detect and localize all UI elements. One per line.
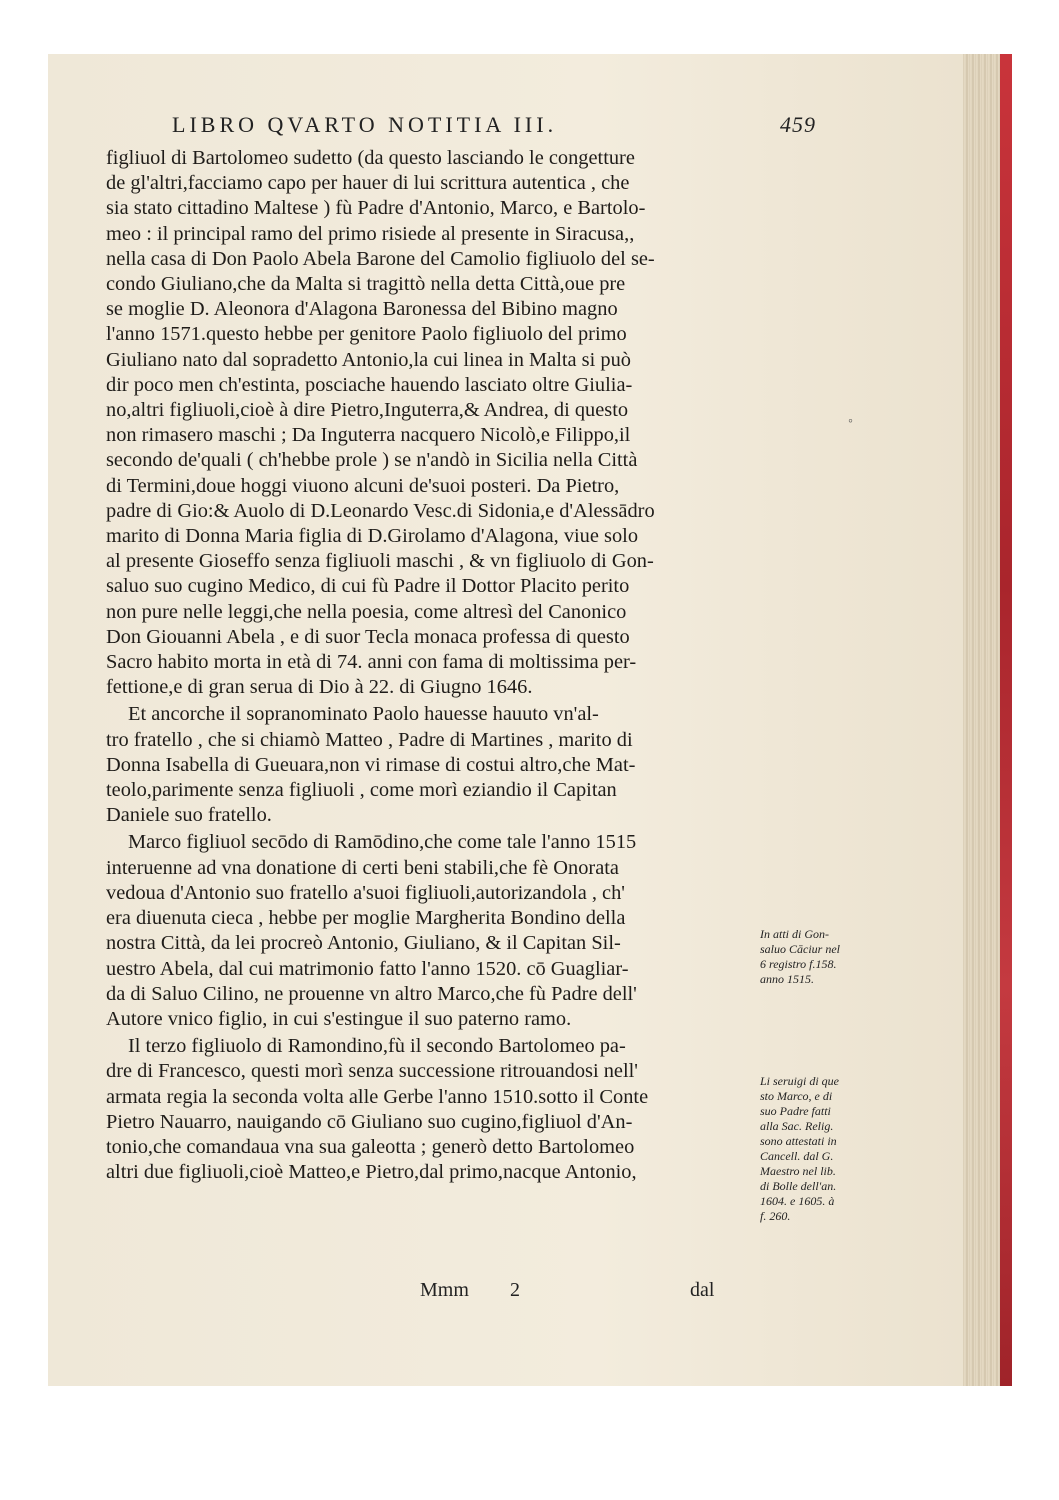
margin-note-line: di Bolle dell'an.	[760, 1179, 837, 1193]
margin-note-line: 1604. e 1605. à	[760, 1194, 835, 1208]
text-line: condo Giuliano,che da Malta si tragittò nella detta Città,oue pre	[106, 273, 626, 296]
text-line: meo : il principal ramo del primo risiede al presente in Siracusa,,	[106, 222, 635, 245]
ink-mark: ◦ঃ	[848, 414, 864, 429]
text-line: se moglie D. Aleonora d'Alagona Baronessa del Bibino magno	[106, 298, 618, 321]
text-line: sia stato cittadino Maltese ) fù Padre d'Antonio, Marco, e Bartolo-	[106, 197, 646, 220]
text-line: altri due figliuoli,cioè Matteo,e Pietro,dal primo,nacque Antonio,	[106, 1161, 637, 1184]
paragraph-4	[106, 1034, 806, 1185]
text-line: da di Saluo Cilino, ne prouenne vn altro Marco,che fù Padre dell'	[106, 982, 637, 1005]
paragraph-2	[106, 702, 806, 828]
text-line: de gl'altri,facciamo capo per hauer di lui scrittura autentica , che	[106, 172, 630, 195]
text-line: Pietro Nauarro, nauigando cō Giuliano suo cugino,figliuol d'An-	[106, 1110, 633, 1133]
text-line: nostra Città, da lei procreò Antonio, Giuliano, & il Capitan Sil-	[106, 932, 621, 955]
text-line: padre di Gio:& Auolo di D.Leonardo Vesc.di Sidonia,e d'Alessādro	[106, 499, 655, 522]
margin-note-line: In atti di Gon-	[760, 927, 829, 941]
text-line: non pure nelle leggi,che nella poesia, come altresì del Canonico	[106, 600, 627, 623]
text-line: figliuol di Bartolomeo sudetto (da questo lasciando le congetture	[106, 147, 635, 169]
signature-number: 2	[510, 1279, 520, 1301]
text-line: interuenne ad vna donatione di certi beni stabili,che fè Onorata	[106, 856, 619, 879]
text-line: Il terzo figliuolo di Ramondino,fù il secondo Bartolomeo pa-	[128, 1035, 626, 1058]
red-edge	[1000, 54, 1012, 1386]
signature-mark: Mmm	[420, 1279, 469, 1301]
margin-note-line: anno 1515.	[760, 972, 814, 986]
text-line: Giuliano nato dal sopradetto Antonio,la cui linea in Malta si può	[106, 348, 631, 371]
margin-note-line: f. 260.	[760, 1209, 791, 1223]
text-line: dre di Francesco, questi morì senza successione ritrouandosi nell'	[106, 1060, 638, 1083]
text-line: era diuenuta cieca , hebbe per moglie Margherita Bondino della	[106, 907, 626, 930]
text-line: Marco figliuol secōdo di Ramōdino,che come tale l'anno 1515	[128, 831, 637, 854]
text-line: Sacro habito morta in età di 74. anni con fama di moltissima per-	[106, 651, 637, 674]
text-line: vedoua d'Antonio suo fratello a'suoi figliuoli,autorizandola , ch'	[106, 881, 625, 904]
margin-note-line: saluo Cāciur nel	[760, 942, 840, 956]
paragraph-3	[106, 830, 806, 1032]
margin-note-line: Li seruigi di que	[760, 1074, 840, 1088]
text-line: non rimasero maschi ; Da Inguterra nacquero Nicolò,e Filippo,il	[106, 424, 631, 447]
margin-note-line: 6 registro f.158.	[760, 957, 837, 971]
text-line: tro fratello , che si chiamò Matteo , Padre di Martines , marito di	[106, 728, 633, 751]
margin-note-line: Cancell. dal G.	[760, 1149, 834, 1163]
header-title: LIBRO QVARTO NOTITIA III.	[172, 112, 558, 137]
text-line: Don Giouanni Abela , e di suor Tecla monaca professa di questo	[106, 625, 630, 648]
text-line: di Termini,doue hoggi viuono alcuni de'suoi posteri. Da Pietro,	[106, 474, 620, 497]
margin-note-line: alla Sac. Relig.	[760, 1119, 834, 1133]
running-header	[172, 112, 816, 142]
text-line: Autore vnico figlio, in cui s'estingue il suo paterno ramo.	[106, 1007, 572, 1030]
text-line: Et ancorche il sopranominato Paolo hauesse hauuto vn'al-	[128, 703, 599, 726]
main-text	[106, 146, 806, 1185]
text-line: al presente Gioseffo senza figliuoli maschi , & vn figliuolo di Gon-	[106, 550, 654, 573]
catchword: dal	[690, 1279, 715, 1301]
text-line: secondo de'quali ( ch'hebbe prole ) se n'andò in Sicilia nella Città	[106, 449, 638, 472]
text-line: Daniele suo fratello.	[106, 804, 272, 827]
margin-note-1	[760, 927, 920, 987]
text-line: armata regia la seconda volta alle Gerbe l'anno 1510.sotto il Conte	[106, 1085, 649, 1108]
paragraph-1	[106, 146, 806, 700]
text-line: marito di Donna Maria figlia di D.Girolamo d'Alagona, viue solo	[106, 525, 639, 548]
text-line: l'anno 1571.questo hebbe per genitore Paolo figliuolo del primo	[106, 323, 627, 346]
book-page	[48, 54, 963, 1386]
margin-note-line: suo Padre fatti	[760, 1104, 831, 1118]
book-scan	[48, 54, 1012, 1386]
text-line: teolo,parimente senza figliuoli , come morì eziandio il Capitan	[106, 779, 617, 802]
text-line: Donna Isabella di Gueuara,non vi rimase di costui altro,che Mat-	[106, 753, 636, 776]
margin-note-2	[760, 1074, 920, 1224]
text-line: fettione,e di gran serua di Dio à 22. di Giugno 1646.	[106, 676, 533, 699]
text-line: saluo suo cugino Medico, di cui fù Padre il Dottor Placito perito	[106, 575, 630, 598]
page-number: 459	[780, 112, 816, 137]
text-line: no,altri figliuoli,cioè à dire Pietro,Inguterra,& Andrea, di questo	[106, 399, 629, 422]
text-line: nella casa di Don Paolo Abela Barone del Camolio figliuolo del se-	[106, 247, 655, 270]
text-line: tonio,che comandaua vna sua galeotta ; generò detto Bartolomeo	[106, 1135, 635, 1158]
text-line: uestro Abela, dal cui matrimonio fatto l'anno 1520. cō Guagliar-	[106, 957, 629, 980]
margin-note-line: sto Marco, e di	[760, 1089, 833, 1103]
margin-note-line: Maestro nel lib.	[760, 1164, 836, 1178]
margin-note-line: sono attestati in	[760, 1134, 837, 1148]
text-line: dir poco men ch'estinta, posciache hauendo lasciato oltre Giulia-	[106, 373, 633, 396]
